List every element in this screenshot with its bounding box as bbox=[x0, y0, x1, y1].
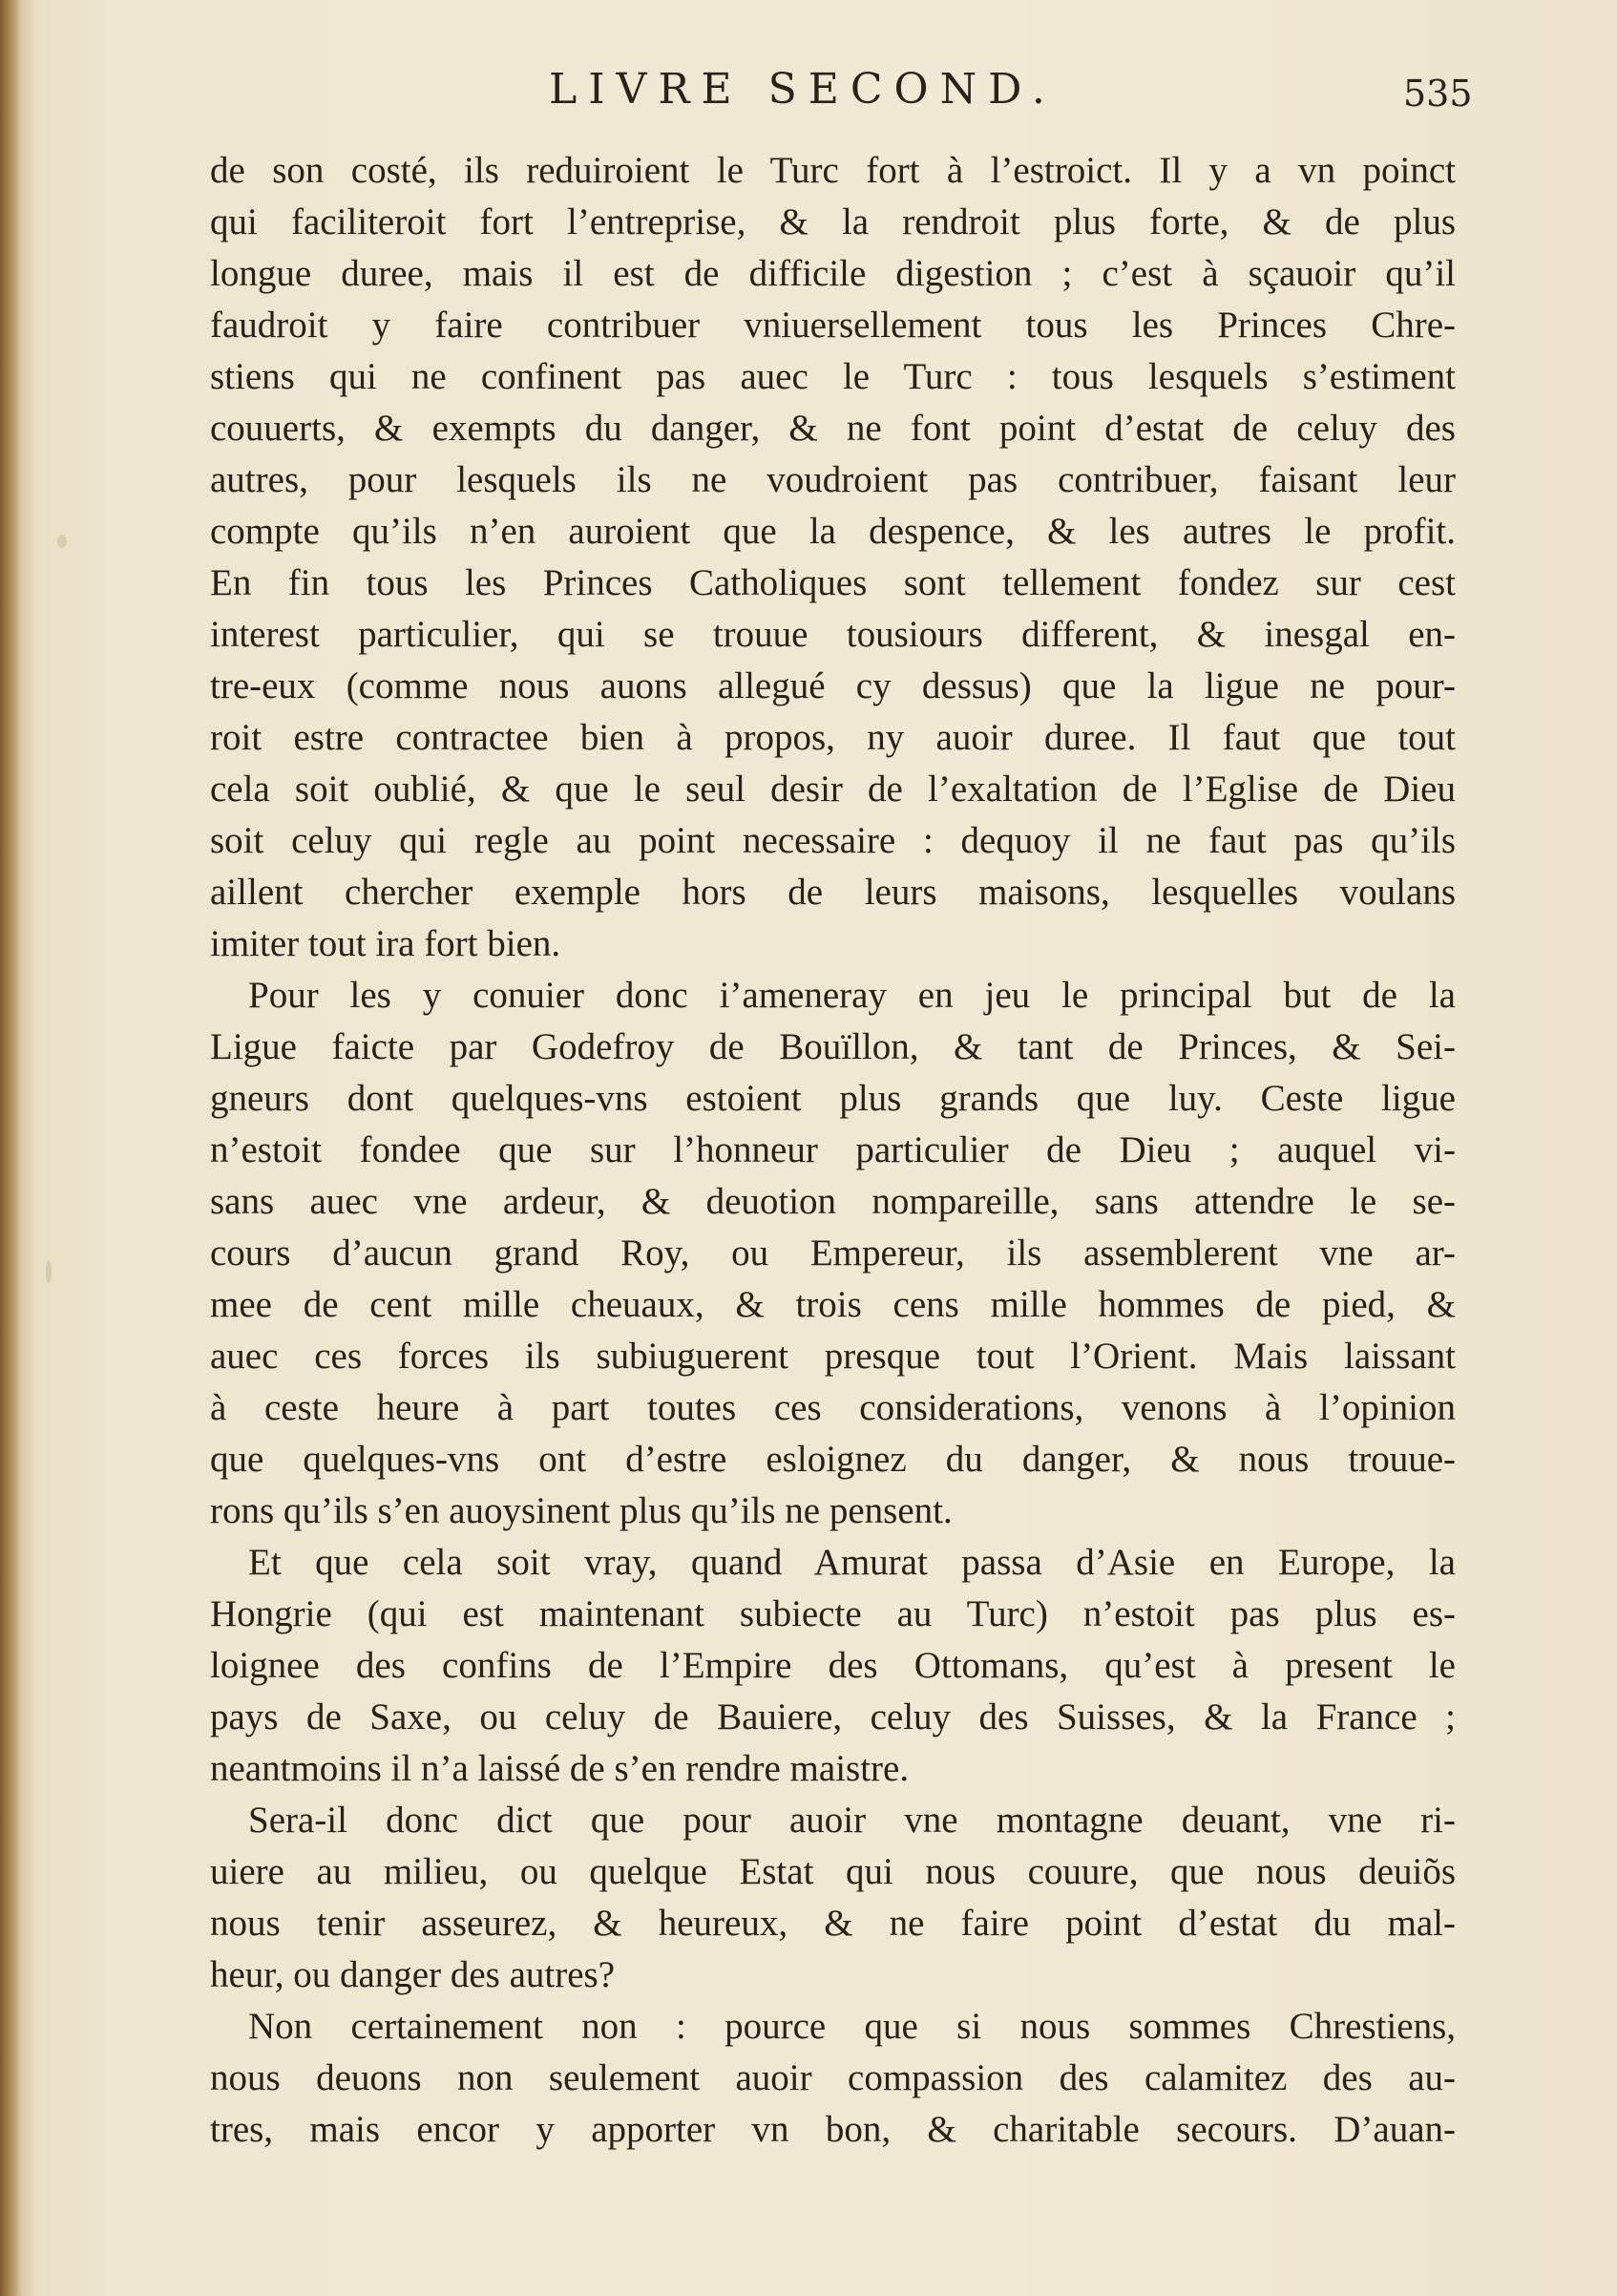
running-head: LIVRE SECOND. bbox=[549, 65, 1057, 114]
text-line: tres, mais encor y apporter vn bon, & charitable secours. D’auan- bbox=[210, 2109, 1456, 2150]
text-line: que quelques-vns ont d’estre esloignez du danger, & nous trouue- bbox=[210, 1439, 1456, 1480]
text-line: roit estre contractee bien à propos, ny auoir duree. Il faut que tout bbox=[210, 717, 1456, 758]
text-line: Hongrie (qui est maintenant subiecte au Turc) n’estoit pas plus es- bbox=[210, 1593, 1456, 1634]
text-line: Et que cela soit vray, quand Amurat passa d’Asie en Europe, la bbox=[248, 1542, 1456, 1583]
text-line: cela soit oublié, & que le seul desir de l’exaltation de l’Eglise de Dieu bbox=[210, 769, 1456, 810]
text-line: gneurs dont quelques-vns estoient plus grands que luy. Ceste ligue bbox=[210, 1078, 1456, 1119]
text-line: heur, ou danger des autres? bbox=[210, 1954, 616, 1995]
text-line: rons qu’ils s’en auoysinent plus qu’ils ne pensent. bbox=[210, 1490, 953, 1531]
paper-stain bbox=[46, 1260, 52, 1283]
text-line: compte qu’ils n’en auroient que la despence, & les autres le profit. bbox=[210, 511, 1456, 552]
text-line: couuerts, & exempts du danger, & ne font point d’estat de celuy des bbox=[210, 408, 1456, 449]
text-line: qui faciliteroit fort l’entreprise, & la rendroit plus forte, & de plus bbox=[210, 201, 1456, 242]
page-header bbox=[0, 59, 1617, 126]
text-line: tre-eux (comme nous auons allegué cy dessus) que la ligue ne pour- bbox=[210, 665, 1456, 706]
text-line: autres, pour lesquels ils ne voudroient pas contribuer, faisant leur bbox=[210, 459, 1456, 500]
text-line: de son costé, ils reduiroient le Turc fort à l’estroict. Il y a vn poinct bbox=[210, 150, 1456, 191]
text-line: interest particulier, qui se trouue tousiours different, & inesgal en- bbox=[210, 614, 1456, 655]
page-number: 535 bbox=[1403, 73, 1473, 115]
text-line: à ceste heure à part toutes ces considerations, venons à l’opinion bbox=[210, 1387, 1456, 1428]
text-line: Sera-il donc dict que pour auoir vne montagne deuant, vne ri- bbox=[248, 1800, 1456, 1841]
text-line: stiens qui ne confinent pas auec le Turc : tous lesquels s’estiment bbox=[210, 356, 1456, 397]
text-line: nous deuons non seulement auoir compassion des calamitez des au- bbox=[210, 2057, 1456, 2098]
text-line: soit celuy qui regle au point necessaire : dequoy il ne faut pas qu’ils bbox=[210, 820, 1456, 861]
text-line: cours d’aucun grand Roy, ou Empereur, ils assemblerent vne ar- bbox=[210, 1232, 1456, 1274]
text-line: longue duree, mais il est de difficile digestion ; c’est à sçauoir qu’il bbox=[210, 253, 1456, 294]
binding-gutter-shadow bbox=[0, 0, 21, 2296]
text-line: Pour les y conuier donc i’ameneray en jeu le principal but de la bbox=[248, 975, 1456, 1016]
body-text bbox=[210, 145, 1456, 2156]
text-line: imiter tout ira fort bien. bbox=[210, 923, 561, 964]
text-line: En fin tous les Princes Catholiques sont tellement fondez sur cest bbox=[210, 562, 1456, 603]
text-line: Non certainement non : pource que si nous sommes Chrestiens, bbox=[248, 2006, 1456, 2047]
text-line: nous tenir asseurez, & heureux, & ne faire point d’estat du mal- bbox=[210, 1903, 1456, 1944]
text-line: pays de Saxe, ou celuy de Bauiere, celuy des Suisses, & la France ; bbox=[210, 1696, 1456, 1738]
text-line: mee de cent mille cheuaux, & trois cens mille hommes de pied, & bbox=[210, 1284, 1456, 1325]
text-line: Ligue faicte par Godefroy de Bouïllon, & tant de Princes, & Sei- bbox=[210, 1026, 1456, 1067]
text-line: uiere au milieu, ou quelque Estat qui nous couure, que nous deuiõs bbox=[210, 1851, 1456, 1892]
text-line: n’estoit fondee que sur l’honneur particulier de Dieu ; auquel vi- bbox=[210, 1129, 1456, 1170]
text-line: sans auec vne ardeur, & deuotion nompareille, sans attendre le se- bbox=[210, 1181, 1456, 1222]
text-line: neantmoins il n’a laissé de s’en rendre maistre. bbox=[210, 1748, 910, 1789]
text-line: aillent chercher exemple hors de leurs maisons, lesquelles voulans bbox=[210, 872, 1456, 913]
text-line: faudroit y faire contribuer vniuersellement tous les Princes Chre- bbox=[210, 305, 1456, 346]
text-line: auec ces forces ils subiuguerent presque tout l’Orient. Mais laissant bbox=[210, 1336, 1456, 1377]
text-line: loignee des confins de l’Empire des Ottomans, qu’est à present le bbox=[210, 1645, 1456, 1686]
paper-stain bbox=[57, 535, 67, 548]
